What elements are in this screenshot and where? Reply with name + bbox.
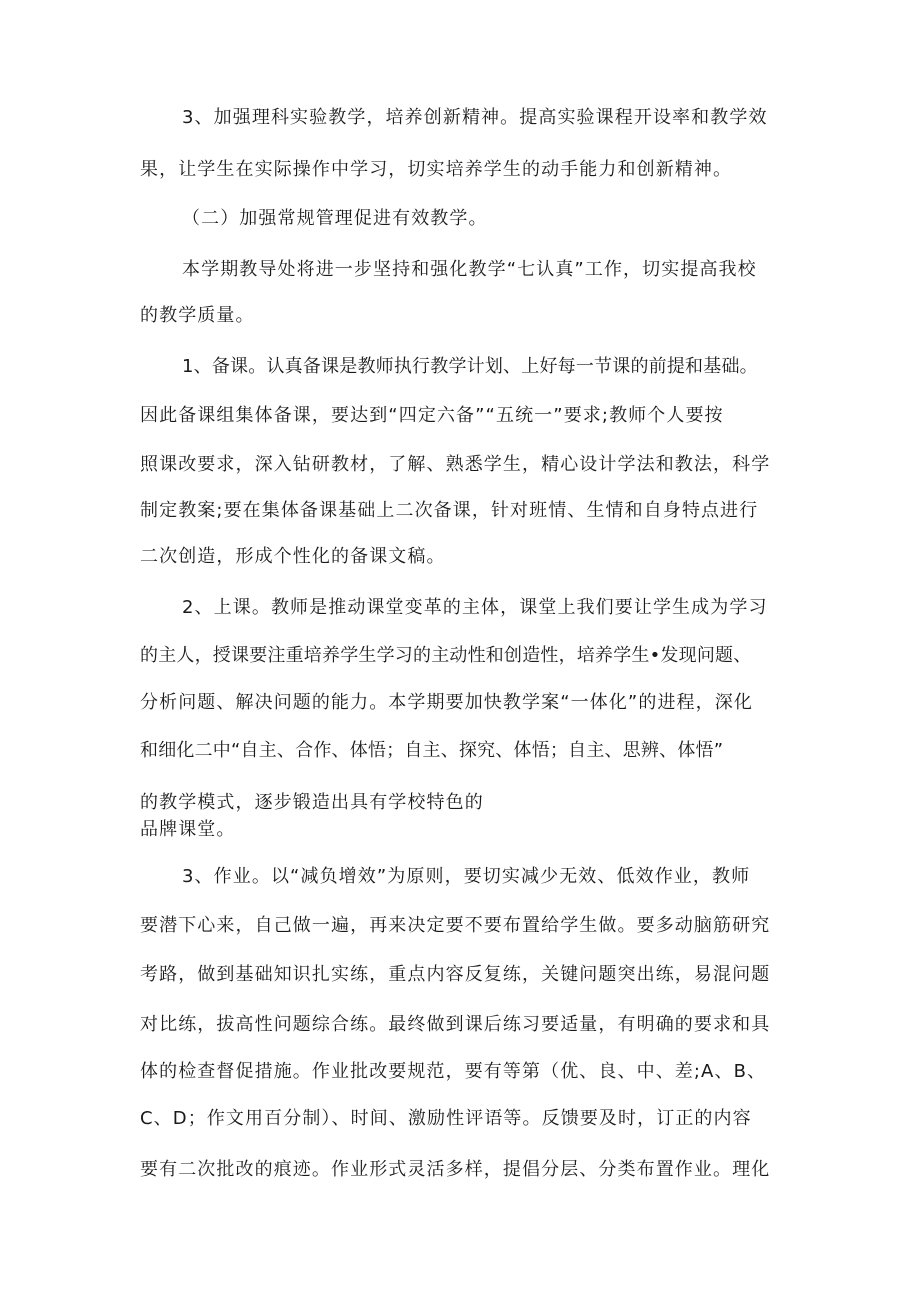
text-line: 分析问题、解决问题的能力。本学期要加快教学案“一体化”的进程，深化 xyxy=(140,692,753,713)
text-line: 2、上课。教师是推动课堂变革的主体，课堂上我们要让学生成为学习 xyxy=(182,597,768,618)
text-line: 3、加强理科实验教学，培养创新精神。提高实验课程开设率和教学效 xyxy=(182,107,768,128)
text-line: 的主人，授课要注重培养学生学习的主动性和创造性，培养学生•发现问题、 xyxy=(140,645,752,666)
text-line: 本学期教导处将进一步坚持和强化教学“七认真”工作，切实提高我校 xyxy=(182,259,757,280)
text-line: 和细化二中“自主、合作、体悟；自主、探究、体悟；自主、思辨、体悟” xyxy=(140,740,724,761)
text-line: 3、作业。以“减负增效”为原则，要切实减少无效、低效作业，教师 xyxy=(182,866,751,887)
text-line: C、D；作文用百分制）、时间、激励性评语等。反馈要及时，订正的内容 xyxy=(140,1108,752,1129)
text-line: 二次创造，形成个性化的备课文稿。 xyxy=(140,546,446,567)
text-line: 制定教案;要在集体备课基础上二次备课，针对班情、生情和自身特点进行 xyxy=(140,500,759,521)
text-line: 1、备课。认真备课是教师执行教学计划、上好每一节课的前提和基础。 xyxy=(182,356,758,377)
text-line: 对比练，拔高性问题综合练。最终做到课后练习要适量，有明确的要求和具 xyxy=(140,1014,771,1035)
text-line: 考路，做到基础知识扎实练，重点内容反复练，关键问题突出练，易混问题 xyxy=(140,964,771,985)
text-line: 照课改要求，深入钻研教材，了解、熟悉学生，精心设计学法和教法，科学 xyxy=(140,454,771,475)
text-line: 果，让学生在实际操作中学习，切实培养学生的动手能力和创新精神。 xyxy=(140,159,733,180)
text-line: 要潜下心来，自己做一遍，再来决定要不要布置给学生做。要多动脑筋研究 xyxy=(140,915,771,936)
text-line: 要有二次批改的痕迹。作业形式灵活多样，提倡分层、分类布置作业。理化 xyxy=(140,1159,771,1180)
text-line: 的教学质量。 xyxy=(140,305,255,326)
text-line: 品牌课堂。 xyxy=(140,819,236,840)
text-line: 体的检查督促措施。作业批改要规范，要有等第（优、良、中、差;A、B、 xyxy=(140,1061,767,1082)
section-heading: （二）加强常规管理促进有效教学。 xyxy=(182,208,488,229)
text-line: 因此备课组集体备课，要达到“四定六备”“五统一”要求;教师个人要按 xyxy=(140,405,724,426)
text-line: 的教学模式，逐步锻造出具有学校特色的 xyxy=(140,792,484,813)
